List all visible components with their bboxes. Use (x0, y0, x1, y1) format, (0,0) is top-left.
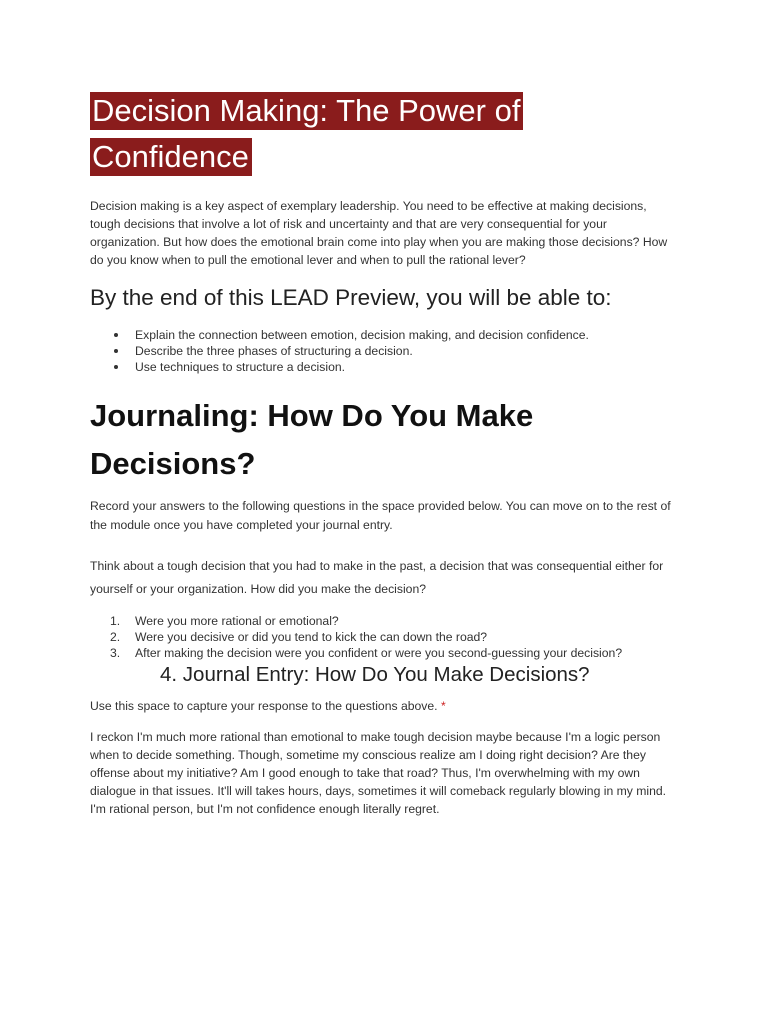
objective-text: Explain the connection between emotion, decision making, and decision confidence. (135, 328, 589, 342)
question-number: 1. (110, 614, 121, 628)
objectives-list (90, 327, 690, 375)
journal-entry-heading: 4. Journal Entry: How Do You Make Decisions? (160, 663, 590, 686)
response-instructions-text: Use this space to capture your response to the questions above. (90, 699, 438, 713)
required-marker: * (440, 699, 446, 713)
objective-text: Describe the three phases of structuring a decision. (135, 344, 413, 358)
objective-item (90, 327, 690, 343)
bullet-icon (114, 333, 118, 337)
question-text: Were you more rational or emotional? (135, 614, 339, 628)
journal-heading: Journaling: How Do You Make Decisions? (90, 398, 534, 481)
record-instructions: Record your answers to the following questions in the space provided below. You can move on to the rest of the module once you have completed your journal entry. (90, 499, 671, 532)
objective-item (90, 343, 690, 359)
journal-response: I reckon I'm much more rational than emotional to make tough decision maybe because I'm a logic person when to decide something. Though, sometime my conscious realize am I doing right decision? Are they offense about my initiative? Am I good enough to take that road? Thus, I'm overwhelming with my own dialogue in that issues. It'll will takes hours, days, sometimes it will comeback regularly blowing in my mind. I'm rational person, but I'm not confidence enough literally regret. (90, 730, 667, 816)
question-number: 3. (110, 646, 121, 660)
question-text: After making the decision were you confident or were you second-guessing your decision? (135, 646, 623, 660)
question-item (90, 645, 690, 661)
question-text: Were you decisive or did you tend to kick the can down the road? (135, 630, 488, 644)
title-line-1: Decision Making: The Power of (90, 92, 523, 130)
intro-paragraph: Decision making is a key aspect of exemplary leadership. You need to be effective at making decisions, tough decisions that involve a lot of risk and uncertainty and that are very consequential for your organization. But how does the emotional brain come into play when you are making those decisions? How do you know when to pull the emotional lever and when to pull the rational lever? (90, 199, 668, 267)
question-number: 2. (110, 630, 121, 644)
title-line-2: Confidence (90, 138, 252, 176)
response-instructions (90, 698, 680, 714)
question-item (90, 613, 690, 629)
bullet-icon (114, 349, 118, 353)
question-item (90, 629, 690, 645)
preview-heading: By the end of this LEAD Preview, you will be able to: (90, 285, 612, 310)
page-title (90, 92, 690, 176)
objective-text: Use techniques to structure a decision. (135, 360, 346, 374)
bullet-icon (114, 365, 118, 369)
objective-item (90, 359, 690, 375)
questions-list (90, 613, 690, 661)
think-prompt: Think about a tough decision that you had to make in the past, a decision that was consequential either for yourself or your organization. How did you make the decision? (90, 559, 664, 596)
